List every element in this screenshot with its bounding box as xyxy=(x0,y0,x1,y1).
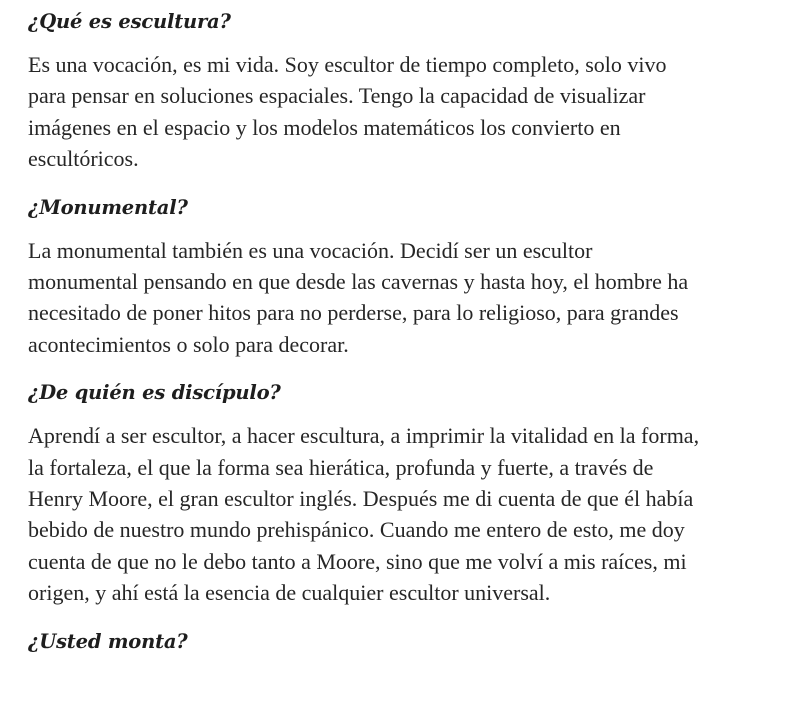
question-heading: ¿Qué es escultura? xyxy=(28,10,231,33)
answer-line: imágenes en el espacio y los modelos matemáticos los convierto en xyxy=(28,114,621,140)
answer-line: para pensar en soluciones espaciales. Tengo la capacidad de visualizar xyxy=(28,83,646,109)
answer-line: acontecimientos o solo para decorar. xyxy=(28,331,349,357)
question-heading: ¿De quién es discípulo? xyxy=(28,381,281,405)
answer-line: Henry Moore, el gran escultor inglés. Después me di cuenta de que él había xyxy=(28,486,694,512)
answer-line: cuenta de que no le debo tanto a Moore, sino que me volví a mis raíces, mi xyxy=(28,548,687,574)
answer-line: escultóricos. xyxy=(28,146,139,172)
answer-line: Aprendí a ser escultor, a hacer escultura, a imprimir la vitalidad en la forma, xyxy=(28,423,700,449)
answer-line: bebido de nuestro mundo prehispánico. Cuando me entero de esto, me doy xyxy=(28,517,685,543)
answer-line: monumental pensando en que desde las cavernas y hasta hoy, el hombre ha xyxy=(28,269,689,295)
answer-line: origen, y ahí está la esencia de cualquier escultor universal. xyxy=(28,580,551,606)
question-heading: ¿Monumental? xyxy=(28,195,188,219)
answer-line: La monumental también es una vocación. Decidí ser un escultor xyxy=(28,237,593,263)
answer-paragraph xyxy=(28,420,772,608)
answer-line: necesitado de poner hitos para no perderse, para lo religioso, para grandes xyxy=(28,300,679,326)
answer-line: la fortaleza, el que la forma sea hierática, profunda y fuerte, a través de xyxy=(28,454,654,480)
answer-line: Es una vocación, es mi vida. Soy escultor de tiempo completo, solo vivo xyxy=(28,52,667,77)
answer-paragraph xyxy=(28,49,772,175)
question-heading: ¿Usted monta? xyxy=(28,629,188,653)
answer-paragraph xyxy=(28,235,772,361)
